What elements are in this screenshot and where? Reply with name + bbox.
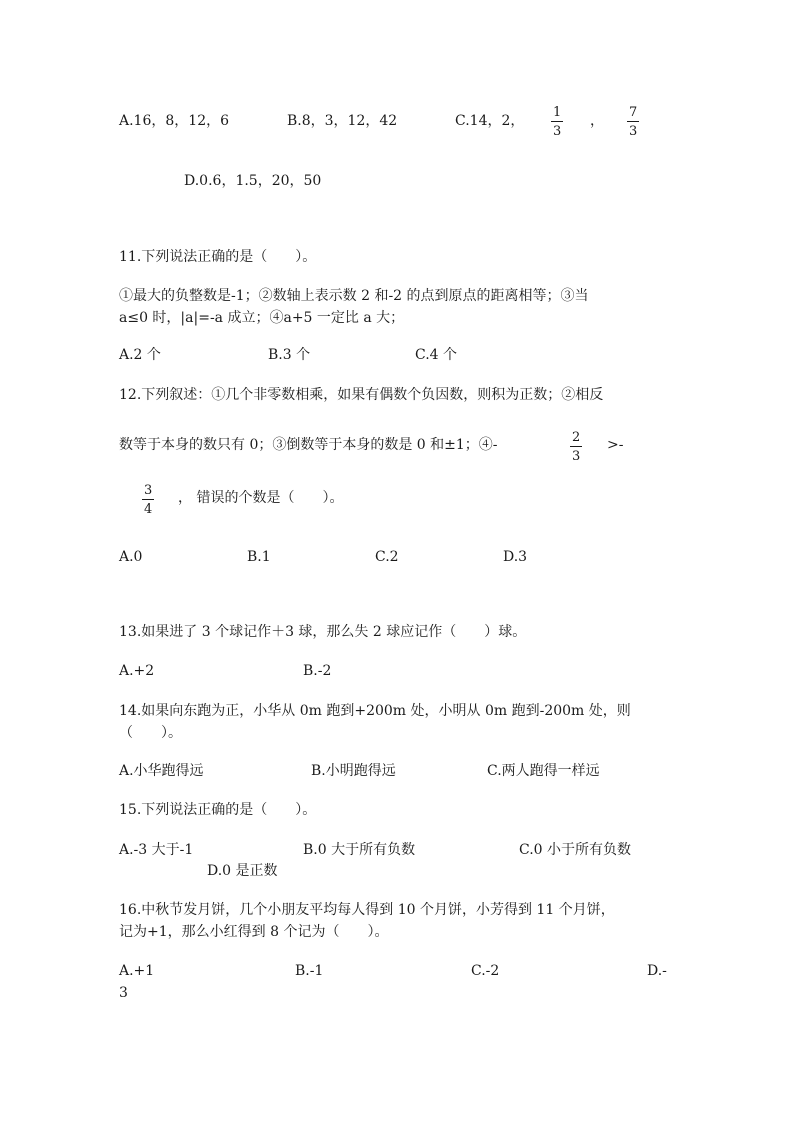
- q11-statement-line-2: a≤0 时，|a|=-a 成立；④a+5 一定比 a 大；: [119, 310, 405, 326]
- fraction-denominator: 3: [629, 124, 638, 139]
- q12-fraction-two-thirds: [570, 431, 582, 463]
- q15-option-d: D.0 是正数: [207, 863, 278, 879]
- q12-option-a: A.0: [119, 549, 143, 565]
- q16-stem-line-2: 记为+1，那么小红得到 8 个记为（ ）。: [119, 924, 389, 940]
- q10-fraction-one-third: [551, 106, 563, 138]
- fraction-numerator: 3: [144, 483, 153, 498]
- fraction-numerator: 1: [553, 105, 562, 120]
- q10-option-c: C.14，2，: [455, 113, 525, 129]
- q14-option-b: B.小明跑得远: [311, 763, 396, 779]
- fraction-numerator: 7: [629, 105, 638, 120]
- q15-stem: 15.下列说法正确的是（ ）。: [119, 802, 317, 818]
- fraction-denominator: 3: [572, 449, 581, 464]
- q12-greater-than: >-: [607, 437, 624, 453]
- q11-stem: 11.下列说法正确的是（ ）。: [119, 249, 317, 265]
- q16-option-a: A.+1: [119, 963, 155, 979]
- q12-stem-line-1: 12.下列叙述：①几个非零数相乘，如果有偶数个负因数，则积为正数；②相反: [119, 387, 604, 403]
- q10-fraction-seven-thirds: [627, 106, 639, 138]
- q16-option-c: C.-2: [471, 963, 500, 979]
- q14-stem-line-2: （ ）。: [119, 725, 182, 741]
- q14-stem-line-1: 14.如果向东跑为正，小华从 0m 跑到+200m 处，小明从 0m 跑到-200m 处，则: [119, 703, 631, 719]
- q13-option-b: B.-2: [303, 663, 332, 679]
- q16-option-b: B.-1: [295, 963, 324, 979]
- q10-option-b: B.8，3，12，42: [287, 113, 398, 129]
- q12-stem-line-2: 数等于本身的数只有 0；③倒数等于本身的数是 0 和±1；④-: [119, 437, 498, 453]
- fraction-denominator: 3: [553, 124, 562, 139]
- q16-option-d: D.-: [647, 963, 667, 979]
- fraction-denominator: 4: [144, 502, 153, 517]
- q15-option-a: A.-3 大于-1: [119, 842, 194, 858]
- q10-option-a: A.16，8，12，6: [119, 113, 230, 129]
- q15-option-b: B.0 大于所有负数: [303, 842, 416, 858]
- q11-option-c: C.4 个: [415, 347, 458, 363]
- q12-option-b: B.1: [247, 549, 271, 565]
- fraction-numerator: 2: [572, 430, 581, 445]
- q11-statement-line-1: ①最大的负整数是-1；②数轴上表示数 2 和-2 的点到原点的距离相等；③当: [119, 288, 589, 304]
- q16-stem-line-1: 16.中秋节发月饼，几个小朋友平均每人得到 10 个月饼，小芳得到 11 个月饼，: [119, 902, 615, 918]
- q14-option-a: A.小华跑得远: [119, 763, 204, 779]
- q12-fraction-three-quarters: [142, 484, 154, 516]
- q12-option-c: C.2: [375, 549, 399, 565]
- q13-option-a: A.+2: [119, 663, 155, 679]
- q15-option-c: C.0 小于所有负数: [519, 842, 632, 858]
- q12-stem-tail: ， 错误的个数是（ ）。: [178, 490, 344, 506]
- q10-separator: ，: [590, 113, 604, 129]
- q13-stem: 13.如果进了 3 个球记作＋3 球，那么失 2 球应记作（ ）球。: [119, 624, 527, 640]
- q16-option-d-continued: 3: [119, 985, 128, 1001]
- q11-option-a: A.2 个: [119, 347, 161, 363]
- q12-option-d: D.3: [503, 549, 528, 565]
- q10-option-d: D.0.6，1.5，20，50: [184, 173, 322, 189]
- q11-option-b: B.3 个: [268, 347, 311, 363]
- q14-option-c: C.两人跑得一样远: [487, 763, 600, 779]
